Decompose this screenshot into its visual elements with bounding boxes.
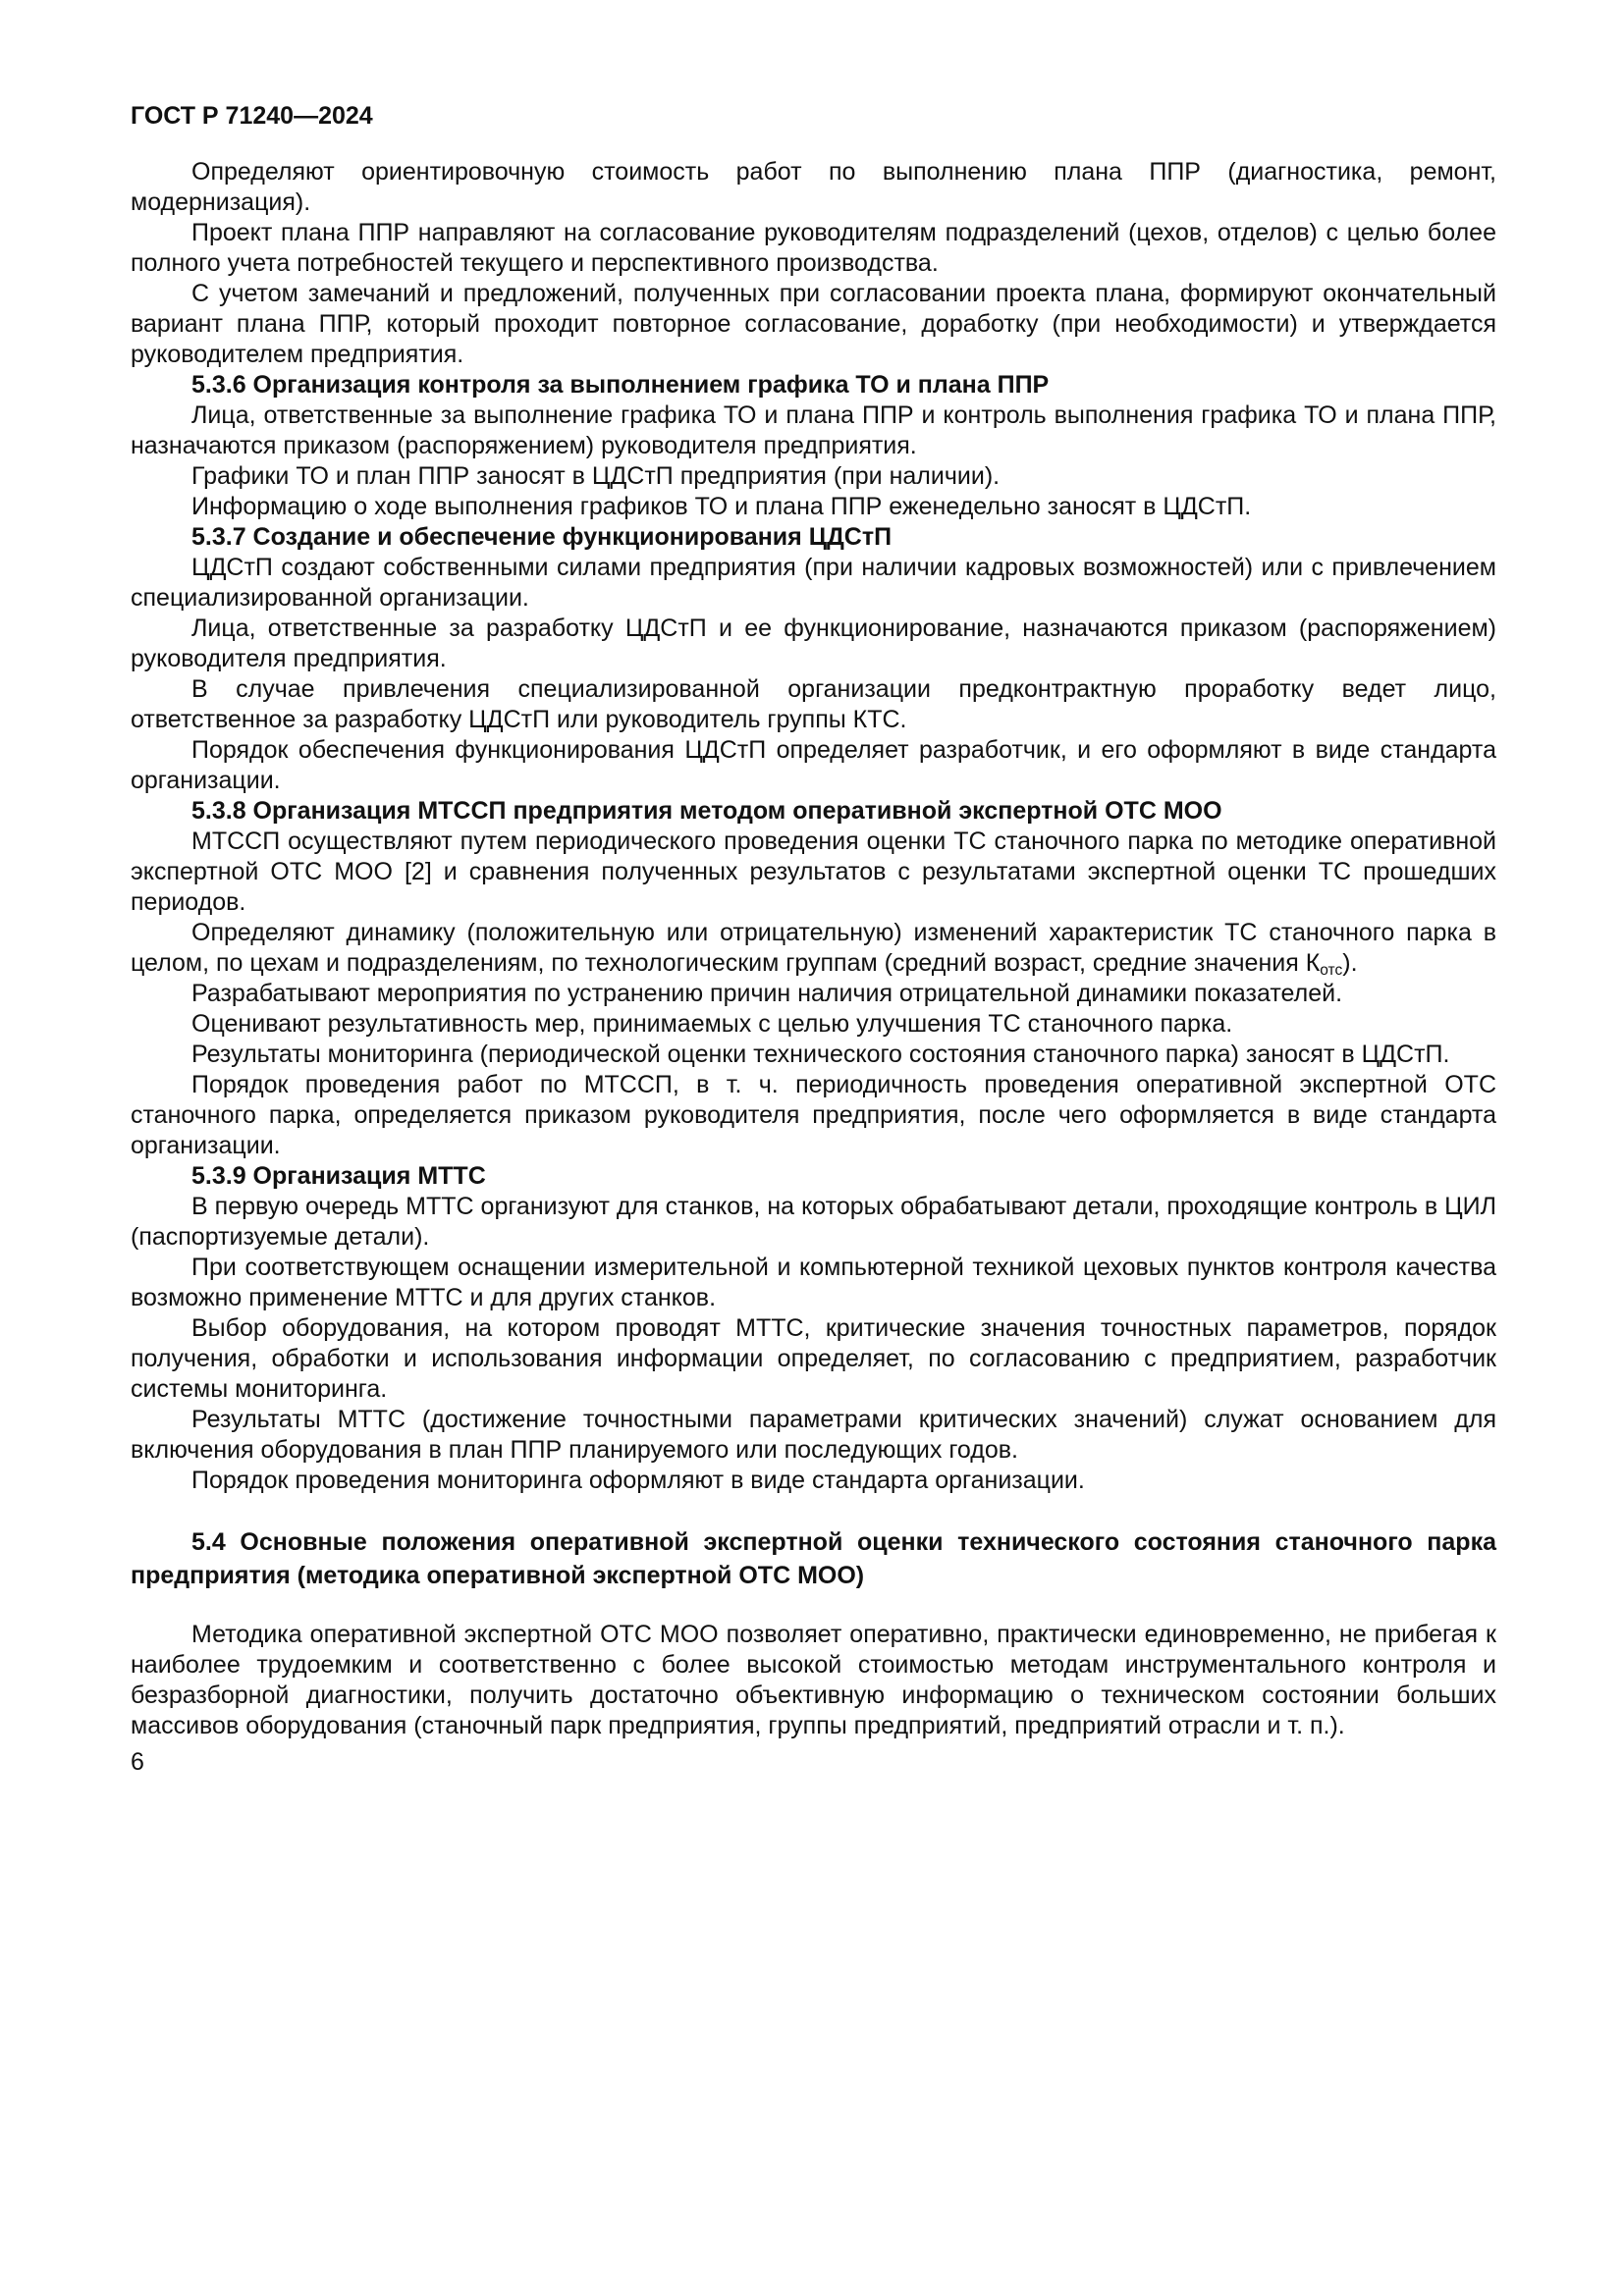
paragraph: Лица, ответственные за выполнение графика ТО и плана ППР и контроль выполнения графика ТО и плана ППР, назначаются приказом (распоряжением) руководителя предприятия. bbox=[131, 401, 1496, 459]
paragraph: Выбор оборудования, на котором проводят МТТС, критические значения точностных параметров, порядок получения, обработки и использования информации определяет, по согласованию с предприятием, разработчик системы мониторинга. bbox=[131, 1314, 1496, 1403]
paragraph: Разрабатывают мероприятия по устранению причин наличия отрицательной динамики показателей. bbox=[191, 980, 1343, 1007]
paragraph: С учетом замечаний и предложений, полученных при согласовании проекта плана, формируют окончательный вариант плана ППР, который проходит повторное согласование, доработку (при необходимости) и утверждается руководителем предприятия. bbox=[131, 280, 1496, 368]
paragraph-text: Определяют динамику (положительную или отрицательную) изменений характеристик ТС станочного парка в целом, по цехам и подразделениям, по технологическим группам (средний возраст, средние значения К bbox=[131, 919, 1496, 977]
subscript-otc: отс bbox=[1320, 961, 1343, 979]
paragraph: Порядок обеспечения функционирования ЦДСтП определяет разработчик, и его оформляют в виде стандарта организации. bbox=[131, 736, 1496, 794]
section-heading-5-3-9: 5.3.9 Организация МТТС bbox=[191, 1162, 486, 1190]
paragraph: В случае привлечения специализированной организации предконтрактную проработку ведет лицо, ответственное за разработку ЦДСтП или руководитель группы КТС. bbox=[131, 675, 1496, 733]
paragraph: Лица, ответственные за разработку ЦДСтП и ее функционирование, назначаются приказом (распоряжением) руководителя предприятия. bbox=[131, 614, 1496, 672]
paragraph: Порядок проведения работ по МТССП, в т. ч. периодичность проведения оперативной экспертной ОТС станочного парка, определяется приказом руководителя предприятия, после чего оформляется в виде стандарта организации. bbox=[131, 1071, 1496, 1159]
section-heading-5-3-8: 5.3.8 Организация МТССП предприятия методом оперативной экспертной ОТС МОО bbox=[191, 797, 1222, 825]
paragraph: Информацию о ходе выполнения графиков ТО и плана ППР еженедельно заносят в ЦДСтП. bbox=[191, 493, 1252, 520]
section-heading-5-4: 5.4 Основные положения оперативной экспертной оценки технического состояния станочного парка предприятия (методика оперативной экспертной ОТС МОО) bbox=[131, 1528, 1496, 1589]
paragraph-text: ). bbox=[1342, 949, 1358, 977]
paragraph: Определяют ориентировочную стоимость работ по выполнению плана ППР (диагностика, ремонт, модернизация). bbox=[131, 158, 1496, 216]
paragraph bbox=[131, 918, 1496, 979]
paragraph: Графики ТО и план ППР заносят в ЦДСтП предприятия (при наличии). bbox=[191, 462, 1001, 490]
document-body bbox=[131, 157, 1496, 1741]
section-heading-5-3-6: 5.3.6 Организация контроля за выполнением графика ТО и плана ППР bbox=[191, 371, 1050, 399]
paragraph: Методика оперативной экспертной ОТС МОО позволяет оперативно, практически единовременно, не прибегая к наиболее трудоемким и соответственно с более высокой стоимостью методам инструментального контроля и безразборной диагностики, получить достаточно объективную информацию о техническом состоянии больших массивов оборудования (станочный парк предприятия, группы предприятий, предприятий отрасли и т. п.). bbox=[131, 1621, 1496, 1739]
paragraph: Оценивают результативность мер, принимаемых с целью улучшения ТС станочного парка. bbox=[191, 1010, 1233, 1038]
page-number: 6 bbox=[131, 1748, 144, 1776]
paragraph: ЦДСтП создают собственными силами предприятия (при наличии кадровых возможностей) или с привлечением специализированной организации. bbox=[131, 554, 1496, 612]
paragraph: МТССП осуществляют путем периодического проведения оценки ТС станочного парка по методике оперативной экспертной ОТС МОО [2] и сравнения полученных результатов с результатами экспертной оценки ТС прошедших периодов. bbox=[131, 828, 1496, 916]
paragraph: При соответствующем оснащении измерительной и компьютерной техникой цеховых пунктов контроля качества возможно применение МТТС и для других станков. bbox=[131, 1254, 1496, 1311]
section-heading-5-3-7: 5.3.7 Создание и обеспечение функционирования ЦДСтП bbox=[191, 523, 893, 551]
paragraph: Проект плана ППР направляют на согласование руководителям подразделений (цехов, отделов) с целью более полного учета потребностей текущего и перспективного производства. bbox=[131, 219, 1496, 277]
paragraph: Результаты МТТС (достижение точностными параметрами критических значений) служат основанием для включения оборудования в план ППР планируемого или последующих годов. bbox=[131, 1406, 1496, 1464]
document-header: ГОСТ Р 71240—2024 bbox=[131, 102, 373, 130]
paragraph: Порядок проведения мониторинга оформляют в виде стандарта организации. bbox=[191, 1467, 1085, 1494]
paragraph: Результаты мониторинга (периодической оценки технического состояния станочного парка) заносят в ЦДСтП. bbox=[191, 1041, 1450, 1068]
paragraph: В первую очередь МТТС организуют для станков, на которых обрабатывают детали, проходящие контроль в ЦИЛ (паспортизуемые детали). bbox=[131, 1193, 1496, 1251]
